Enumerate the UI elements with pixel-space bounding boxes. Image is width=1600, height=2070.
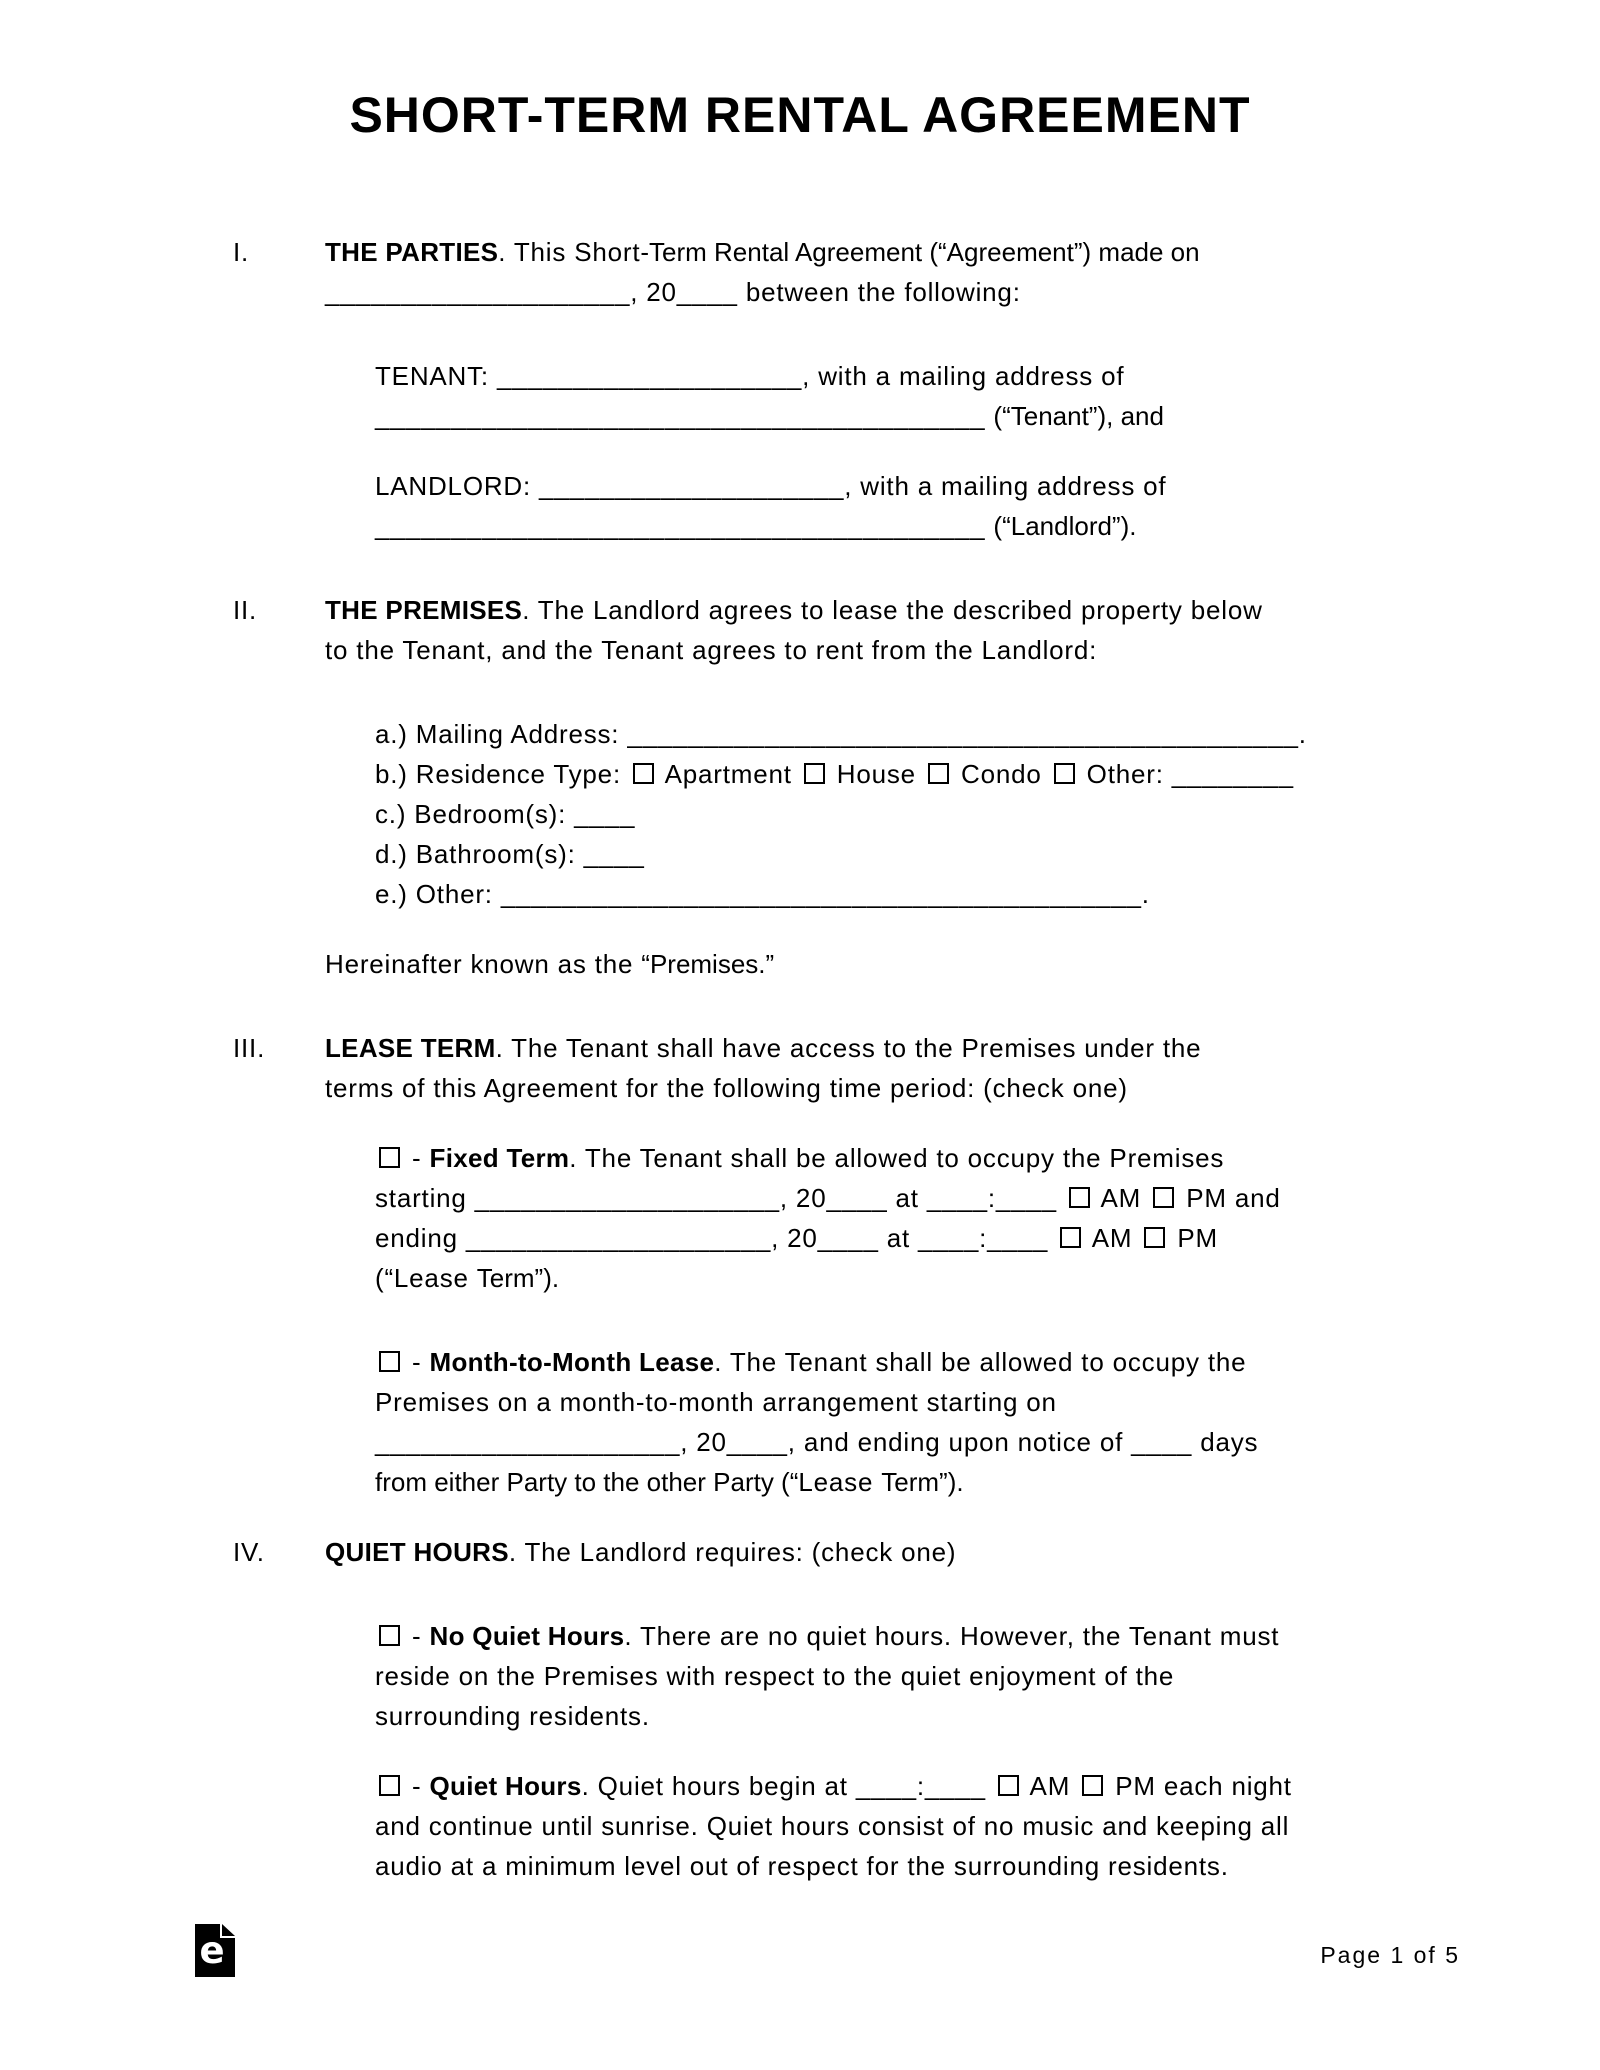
premises-item-e-other-text bbox=[375, 874, 1460, 914]
hereinafter-premises-text bbox=[325, 944, 1460, 984]
text-run: b.) Residence Type: bbox=[375, 759, 629, 789]
text-run: Apartment bbox=[658, 759, 800, 789]
text-run: PM and bbox=[1178, 1183, 1281, 1213]
no-quiet-hours-option-text bbox=[375, 1616, 1460, 1736]
fixed-term-option-text bbox=[375, 1138, 1460, 1298]
landlord-name-blank: LANDLORD: ____________________, with a mailing address of bbox=[375, 471, 1167, 501]
text-run: Condo bbox=[952, 759, 1050, 789]
quiet-hours-option-text bbox=[375, 1766, 1460, 1886]
section-iv-quiet-hours-text bbox=[325, 1532, 1460, 1572]
checkbox-quiet-hours-am[interactable] bbox=[998, 1775, 1019, 1796]
text-run: (“Lease bbox=[375, 1263, 477, 1293]
option-heading: No Quiet Hours bbox=[429, 1621, 625, 1651]
option-heading: Quiet Hours bbox=[429, 1771, 582, 1801]
text-run: - bbox=[404, 1771, 430, 1801]
text-run: AM bbox=[1022, 1771, 1079, 1801]
checkbox-other-residence[interactable] bbox=[1054, 763, 1075, 784]
document-title: SHORT-TERM RENTAL AGREEMENT bbox=[349, 87, 1251, 143]
text-run: to the Tenant, and the Tenant agrees to rent from the Landlord: bbox=[325, 635, 1098, 665]
text-run: House bbox=[828, 759, 924, 789]
text-run: . The Landlord requires: (check one) bbox=[508, 1537, 957, 1567]
section-heading: QUIET HOURS bbox=[325, 1537, 509, 1567]
premises-item-a-mailing-address-text bbox=[375, 714, 1460, 754]
text-run: and continue until sunrise. Quiet hours consist of no music and keeping all bbox=[375, 1811, 1290, 1841]
text-run: surrounding residents. bbox=[375, 1701, 650, 1731]
section-iii-lease-term bbox=[233, 1028, 1460, 1108]
text-run: . The Tenant shall be allowed to occupy the bbox=[714, 1347, 1247, 1377]
section-ii-the-premises-text bbox=[325, 590, 1460, 670]
text-run: reside on the Premises with respect to the quiet enjoyment of the bbox=[375, 1661, 1175, 1691]
quiet-hours-option bbox=[233, 1766, 1460, 1886]
text-run: . The Tenant shall have access to the Premises under the bbox=[495, 1033, 1202, 1063]
tenant-address-blank: ________________________________________ bbox=[375, 401, 994, 431]
fixed-start-date-blank: starting ____________________, 20____ at ____:____ bbox=[375, 1183, 1065, 1213]
text-run: terms of this Agreement for the following time period: (check one) bbox=[325, 1073, 1128, 1103]
landlord-clause-text bbox=[375, 466, 1460, 546]
text-run: . There are no quiet hours. However, the Tenant must bbox=[624, 1621, 1280, 1651]
bedrooms-blank: c.) Bedroom(s): ____ bbox=[375, 799, 636, 829]
checkbox-quiet-hours[interactable] bbox=[379, 1775, 400, 1796]
month-to-month-option bbox=[233, 1342, 1460, 1502]
text-run: Term”). bbox=[881, 1467, 964, 1497]
section-i-the-parties-text bbox=[325, 232, 1460, 312]
text-run: from either Party to the other Party (“ bbox=[375, 1467, 799, 1497]
no-quiet-hours-option bbox=[233, 1616, 1460, 1736]
section-heading: THE PARTIES bbox=[325, 237, 499, 267]
hereinafter-premises bbox=[233, 944, 1460, 984]
section-numeral: III. bbox=[233, 1033, 266, 1063]
text-run: AM bbox=[1093, 1183, 1150, 1213]
text-run: -Term Rental Agreement (“Agreement”) made on bbox=[640, 237, 1200, 267]
text-run: . The Landlord agrees to lease the described property below bbox=[522, 595, 1263, 625]
premises-item-d-bathrooms bbox=[233, 834, 1460, 874]
section-numeral: I. bbox=[233, 237, 250, 267]
section-heading: LEASE TERM bbox=[325, 1033, 496, 1063]
checkbox-apartment[interactable] bbox=[633, 763, 654, 784]
text-run: . This Short bbox=[498, 237, 641, 267]
premises-item-b-residence-type bbox=[233, 754, 1460, 794]
premises-item-c-bedrooms bbox=[233, 794, 1460, 834]
fixed-term-option bbox=[233, 1138, 1460, 1298]
premises-item-e-other bbox=[233, 874, 1460, 914]
quiet-hours-time-blank: . Quiet hours begin at ____:____ bbox=[581, 1771, 994, 1801]
landlord-address-blank: ________________________________________ bbox=[375, 511, 994, 541]
text-run: (“Landlord”). bbox=[993, 511, 1137, 541]
premises-item-d-bathrooms-text bbox=[375, 834, 1460, 874]
text-run: PM each night bbox=[1107, 1771, 1292, 1801]
eforms-logo-letter: e bbox=[199, 1929, 225, 1972]
agreement-date-blank: ____________________, 20____ between the following: bbox=[325, 277, 1021, 307]
section-heading: THE PREMISES bbox=[325, 595, 523, 625]
option-heading: Month-to-Month Lease bbox=[429, 1347, 715, 1377]
text-run: Lease bbox=[798, 1467, 882, 1497]
text-run: Term”). bbox=[476, 1263, 560, 1293]
mailing-address-blank: a.) Mailing Address: ____________________________________________. bbox=[375, 719, 1307, 749]
section-numeral: IV. bbox=[233, 1537, 265, 1567]
section-i-the-parties bbox=[233, 232, 1460, 312]
text-run: - bbox=[404, 1143, 430, 1173]
section-iii-lease-term-text bbox=[325, 1028, 1460, 1108]
checkbox-month-to-month[interactable] bbox=[379, 1351, 400, 1372]
premises-item-b-residence-type-text bbox=[375, 754, 1460, 794]
premises-item-a-mailing-address bbox=[233, 714, 1460, 754]
text-run: PM bbox=[1169, 1223, 1219, 1253]
section-ii-the-premises bbox=[233, 590, 1460, 670]
document-content bbox=[233, 232, 1460, 1886]
checkbox-no-quiet-hours[interactable] bbox=[379, 1625, 400, 1646]
fixed-end-date-blank: ending ____________________, 20____ at ____:____ bbox=[375, 1223, 1057, 1253]
section-numeral: II. bbox=[233, 595, 258, 625]
checkbox-house[interactable] bbox=[804, 763, 825, 784]
checkbox-fixed-term[interactable] bbox=[379, 1147, 400, 1168]
section-iv-quiet-hours bbox=[233, 1532, 1460, 1572]
checkbox-fixed-end-am[interactable] bbox=[1060, 1227, 1081, 1248]
page-number: Page 1 of 5 bbox=[1320, 1942, 1460, 1968]
text-run: - bbox=[404, 1347, 430, 1377]
tenant-name-blank: TENANT: ____________________, with a mailing address of bbox=[375, 361, 1125, 391]
checkbox-fixed-end-pm[interactable] bbox=[1144, 1227, 1165, 1248]
text-run: . The Tenant shall be allowed to occupy the Premises bbox=[569, 1143, 1225, 1173]
checkbox-fixed-start-pm[interactable] bbox=[1153, 1187, 1174, 1208]
text-run: audio at a minimum level out of respect for the surrounding residents. bbox=[375, 1851, 1229, 1881]
month-to-month-option-text bbox=[375, 1342, 1460, 1502]
text-run: “Premises.” bbox=[641, 949, 775, 979]
tenant-clause-text bbox=[375, 356, 1460, 436]
text-run: (“Tenant”), and bbox=[993, 401, 1164, 431]
text-run: Premises on a month-to-month arrangement starting on bbox=[375, 1387, 1057, 1417]
eforms-logo bbox=[195, 1924, 235, 1977]
checkbox-fixed-start-am[interactable] bbox=[1069, 1187, 1090, 1208]
text-run: - bbox=[404, 1621, 430, 1651]
text-run: Hereinafter known as the bbox=[325, 949, 642, 979]
landlord-clause bbox=[233, 466, 1460, 546]
month-to-month-start-blank: ____________________, 20____, and ending upon notice of ____ days bbox=[375, 1427, 1259, 1457]
other-premises-blank: e.) Other: __________________________________________. bbox=[375, 879, 1150, 909]
tenant-clause bbox=[233, 356, 1460, 436]
text-run: AM bbox=[1085, 1223, 1141, 1253]
option-heading: Fixed Term bbox=[429, 1143, 570, 1173]
checkbox-quiet-hours-pm[interactable] bbox=[1082, 1775, 1103, 1796]
checkbox-condo[interactable] bbox=[928, 763, 949, 784]
bathrooms-blank: d.) Bathroom(s): ____ bbox=[375, 839, 645, 869]
other-residence-blank: Other: ________ bbox=[1078, 759, 1294, 789]
premises-item-c-bedrooms-text bbox=[375, 794, 1460, 834]
